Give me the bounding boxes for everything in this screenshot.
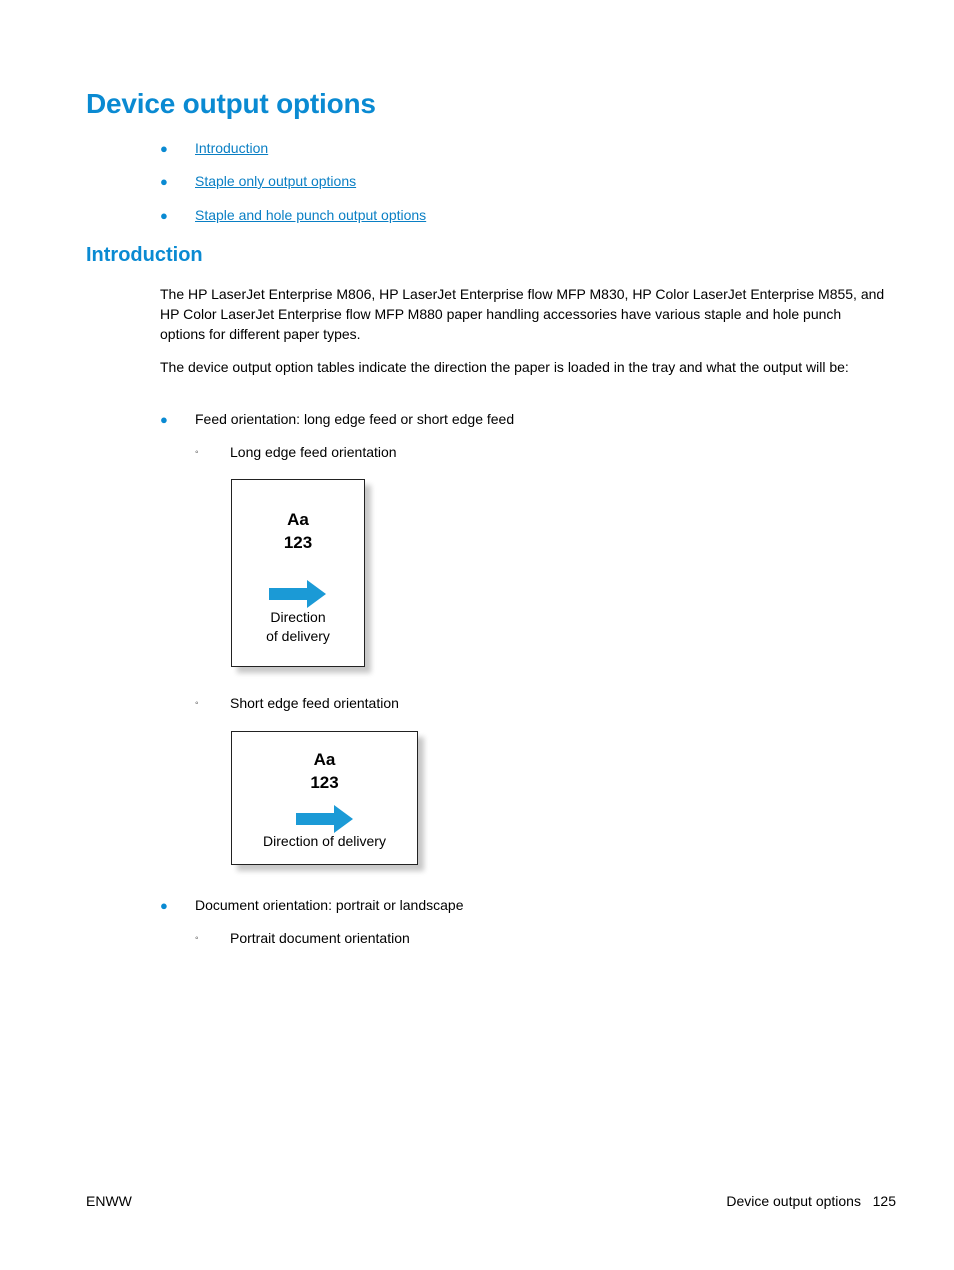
footer-left: ENWW [86,1193,132,1209]
intro-paragraph: The HP LaserJet Enterprise M806, HP LaserJet Enterprise flow MFP M830, HP Color LaserJet Enterprise M855, and HP Color LaserJet Enterprise flow MFP M880 paper handling accessories have various staple and hole punch options for different paper types. [160,286,885,342]
arrow-right-icon [269,580,327,608]
bullet-icon: ● [160,208,168,223]
bullet-icon: ● [160,412,168,427]
figure-caption [232,608,364,646]
bullet-icon: ● [160,898,168,913]
figure-number-text: 123 [310,773,339,792]
sub-list-item [195,444,397,460]
short-edge-feed-figure [231,731,418,865]
page-number: 125 [872,1193,896,1209]
circle-bullet-icon: ◦ [195,933,199,944]
long-edge-feed-figure [231,479,365,667]
figure-number-text: 123 [283,533,313,552]
circle-bullet-icon: ◦ [195,698,199,709]
circle-bullet-icon: ◦ [195,447,199,458]
list-item-text: Feed orientation: long edge feed or short edge feed [195,411,515,427]
toc-item[interactable] [160,173,356,189]
page-title: Device output options [86,88,376,119]
caption-line: of delivery [266,628,330,644]
list-item [160,897,463,913]
list-item [160,411,514,427]
figure-caption: Direction of delivery [263,833,386,849]
footer-title: Device output options [726,1193,861,1209]
figure-aa-text: Aa [287,510,309,529]
toc-link-introduction[interactable]: Introduction [195,140,269,156]
figure-aa-text: Aa [313,750,336,769]
sub-list-item-text: Short edge feed orientation [230,695,399,711]
section-heading: Introduction [86,244,203,266]
caption-line: Direction [270,609,326,625]
toc-link-staple-only[interactable]: Staple only output options [195,173,357,189]
bullet-icon: ● [160,174,168,189]
sub-list-item [195,930,410,946]
sub-list-item-text: Long edge feed orientation [230,444,397,460]
sub-list-item-text: Portrait document orientation [230,930,410,946]
arrow-right-icon [296,805,354,833]
toc-item[interactable] [160,140,268,156]
footer-right [726,1193,896,1209]
bullet-icon: ● [160,141,168,156]
output-tables-paragraph: The device output option tables indicate the direction the paper is loaded in the tray and what the output will be: [160,359,849,375]
sub-list-item [195,695,399,711]
toc-item[interactable] [160,207,426,223]
list-item-text: Document orientation: portrait or landscape [195,897,464,913]
toc-link-staple-hole-punch[interactable]: Staple and hole punch output options [195,207,427,223]
